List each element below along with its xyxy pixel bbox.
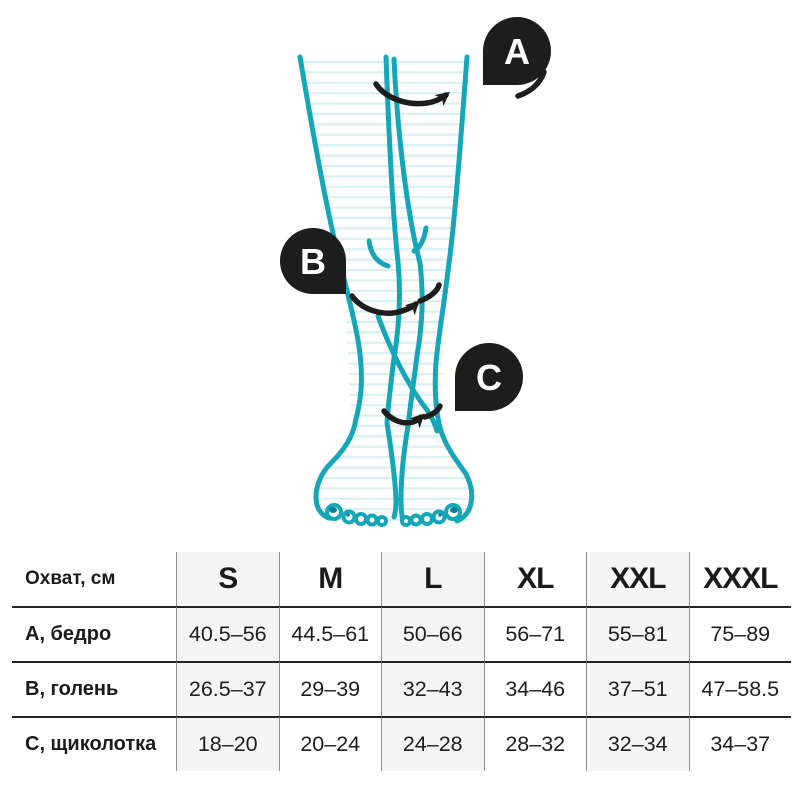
feet: [316, 419, 472, 525]
row-label-thigh: А, бедро: [12, 606, 176, 661]
marker-c-label: C: [476, 357, 502, 398]
cell-thigh-xxl: 55–81: [586, 606, 689, 661]
row-label-ankle: С, щиколотка: [12, 716, 176, 771]
size-table: [12, 552, 791, 771]
cell-ankle-m: 20–24: [279, 716, 382, 771]
cell-ankle-xxxl: 34–37: [689, 716, 792, 771]
cell-calf-s: 26.5–37: [176, 661, 279, 716]
size-header-xxl: XXL: [586, 552, 689, 606]
row-label-calf: В, голень: [12, 661, 176, 716]
size-header-xxxl: XXXL: [689, 552, 792, 606]
cell-thigh-xl: 56–71: [484, 606, 587, 661]
cell-thigh-l: 50–66: [381, 606, 484, 661]
cell-thigh-s: 40.5–56: [176, 606, 279, 661]
cell-thigh-m: 44.5–61: [279, 606, 382, 661]
left-foot-toes: [327, 505, 386, 525]
cell-thigh-xxxl: 75–89: [689, 606, 792, 661]
size-header-m: M: [279, 552, 382, 606]
cell-ankle-s: 18–20: [176, 716, 279, 771]
right-foot-inner: [401, 426, 408, 521]
marker-b-label: B: [300, 241, 326, 282]
right-big-toenail: [450, 507, 458, 513]
size-header-xl: XL: [484, 552, 587, 606]
right-foot-toes: [402, 505, 460, 525]
table-unit-header: Охват, см: [25, 568, 116, 589]
left-knee-mark: [369, 241, 388, 266]
left-big-toenail: [329, 507, 337, 513]
cell-ankle-l: 24–28: [381, 716, 484, 771]
cell-calf-xxl: 37–51: [586, 661, 689, 716]
size-header-s: S: [176, 552, 279, 606]
cell-ankle-xl: 28–32: [484, 716, 587, 771]
cell-calf-l: 32–43: [381, 661, 484, 716]
size-header-l: L: [381, 552, 484, 606]
cell-ankle-xxl: 32–34: [586, 716, 689, 771]
cell-calf-xl: 34–46: [484, 661, 587, 716]
marker-a-label: A: [504, 31, 530, 72]
cell-calf-m: 29–39: [279, 661, 382, 716]
cell-calf-xxxl: 47–58.5: [689, 661, 792, 716]
